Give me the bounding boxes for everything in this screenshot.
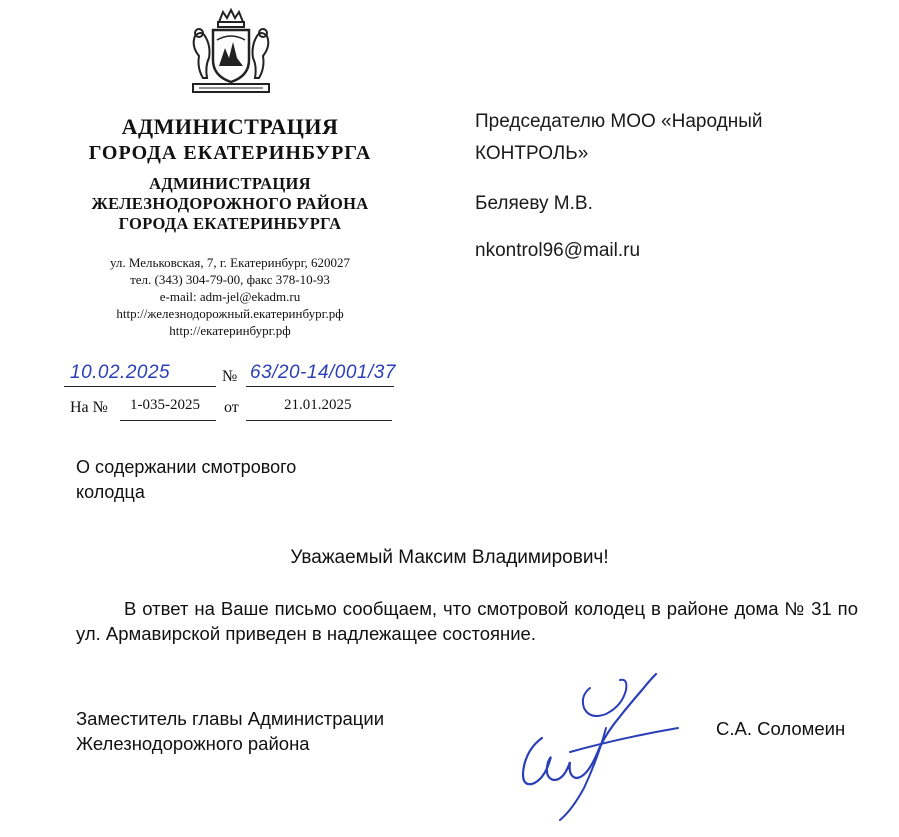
subject-line: колодца [76,482,145,502]
number-label: № [222,368,238,385]
greeting: Уважаемый Максим Владимирович! [290,547,609,568]
handwritten-signature-icon [510,668,700,828]
signatory-position [76,706,384,756]
subject-line: О содержании смотрового [76,457,297,477]
date-underline [64,386,216,387]
ref-from-label: от [224,399,239,416]
website-district: http://железнодорожный.екатеринбург.рф [116,306,344,321]
coat-of-arms-icon [185,6,277,98]
phone: тел. (343) 304-79-00, факс 378-10-93 [130,272,330,287]
website-city: http://екатеринбург.рф [169,323,291,338]
org-title: АДМИНИСТРАЦИЯ [121,114,339,139]
ref-date-underline [246,420,392,421]
email: e-mail: adm-jel@ekadm.ru [159,289,301,304]
recipient-line: Председателю МОО «Народный [475,111,763,132]
recipient-title [475,106,762,170]
sub-org-block [60,174,400,234]
org-city: ГОРОДА ЕКАТЕРИНБУРГА [88,142,372,164]
recipient-line: КОНТРОЛЬ» [475,143,589,164]
sub-org-line: АДМИНИСТРАЦИЯ [149,174,311,193]
letter-body: В ответ на Ваше письмо сообщаем, что смотровой колодец в районе дома № 31 по ул. Армавирской приведен в надлежащее состояние. [76,598,858,644]
contacts-block [60,254,400,339]
ref-number: 1-035-2025 [130,397,200,413]
sub-org-line: ЖЕЛЕЗНОДОРОЖНОГО РАЙОНА [91,194,369,213]
subject [76,455,376,505]
outgoing-number: 63/20-14/001/37 [250,362,396,383]
ref-number-underline [120,420,216,421]
outgoing-date: 10.02.2025 [70,362,171,383]
recipient-name: Беляеву М.В. [475,193,593,214]
sub-org-line: ГОРОДА ЕКАТЕРИНБУРГА [118,214,342,233]
signatory-name: С.А. Соломеин [716,718,846,739]
ref-label: На № [70,399,108,416]
position-line: Железнодорожного района [76,733,310,754]
position-line: Заместитель главы Администрации [76,708,385,729]
number-underline [246,386,394,387]
ref-date: 21.01.2025 [284,397,352,413]
address: ул. Мельковская, 7, г. Екатеринбург, 620027 [109,255,351,270]
recipient-email: nkontrol96@mail.ru [475,240,641,261]
